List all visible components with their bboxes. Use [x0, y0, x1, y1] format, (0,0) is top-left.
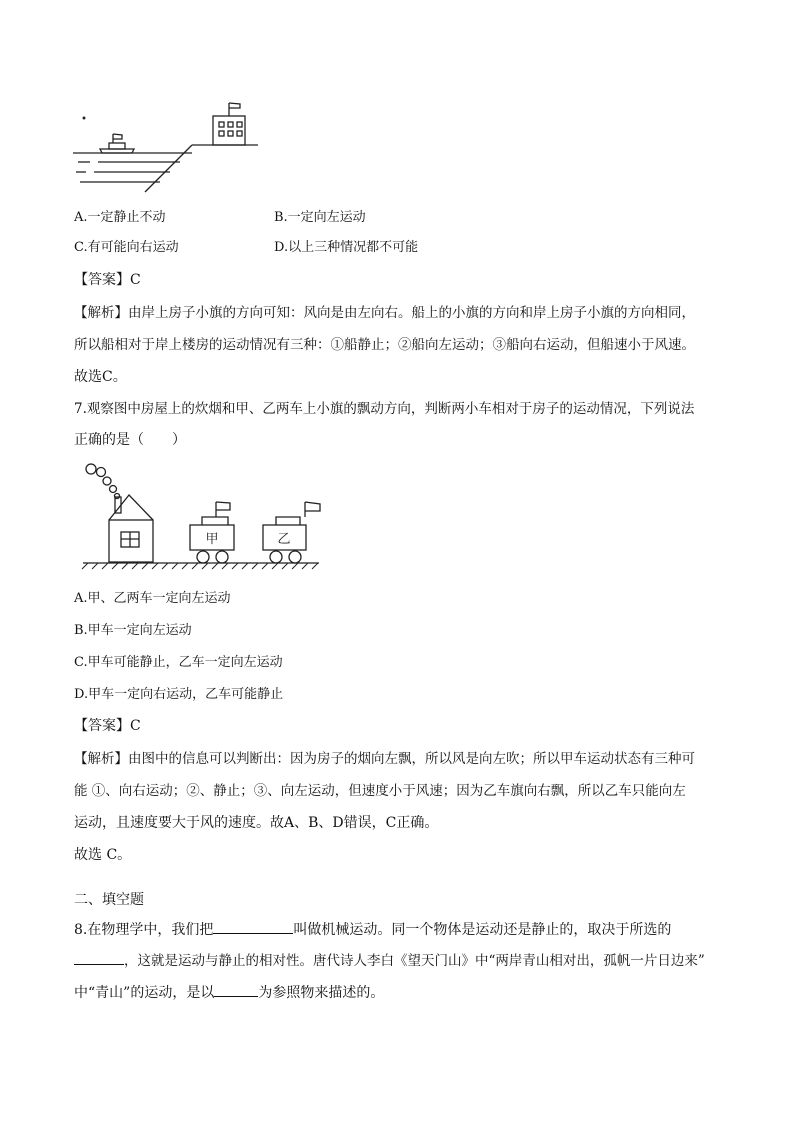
q7-analysis-line-1: 【解析】由图中的信息可以判断出：因为房子的烟向左飘，所以风是向左吹；所以甲车运动状态有三种可: [74, 751, 695, 767]
q6-option-c: C.有可能向右运动: [74, 240, 179, 255]
q6-analysis-line-2: 所以船相对于岸上楼房的运动情况有三种：①船静止；②船向左运动；③船向右运动，但船速小于风速。: [74, 337, 695, 353]
q7-stem-line-2: 正确的是（ ）: [74, 432, 186, 448]
q7-option-c: C.甲车可能静止，乙车一定向左运动: [74, 655, 283, 670]
q6-analysis-line-1: 【解析】由岸上房子小旗的方向可知：风向是由左向右。船上的小旗的方向和岸上房子小旗的方向相同，: [74, 305, 695, 321]
q8-blank-1[interactable]: [213, 919, 293, 934]
q6-option-d: D.以上三种情况都不可能: [274, 240, 419, 255]
q6-option-b: B.一定向左运动: [274, 210, 366, 225]
car-jia-label: 甲: [205, 532, 219, 547]
q8-blank-2[interactable]: [74, 950, 124, 965]
section-title: 二、填空题: [74, 892, 144, 908]
q7-option-b: B.甲车一定向左运动: [74, 623, 192, 638]
q7-answer: 【答案】C: [74, 718, 141, 734]
q6-analysis-line-3: 故选C。: [74, 369, 127, 385]
q8-line-1-end: 叫做机械运动。同一个物体是运动还是静止的，取决于所选的: [293, 922, 672, 938]
q8-line-3-end: 为参照物来描述的。: [258, 985, 385, 1001]
car-yi-label: 乙: [277, 532, 291, 547]
q7-analysis-line-3: 运动，且速度要大于风的速度。故A、B、D错误，C正确。: [74, 815, 439, 831]
q6-option-a: A.一定静止不动: [74, 210, 166, 225]
q6-answer: 【答案】C: [74, 272, 141, 288]
house-carts-figure: [76, 462, 326, 577]
q8-line-1: [74, 919, 671, 940]
q8-line-1-start: 8.在物理学中，我们把: [74, 922, 214, 938]
boat-shore-figure: [70, 100, 260, 195]
q7-option-d: D.甲车一定向右运动，乙车可能静止: [74, 687, 284, 702]
q8-line-3-start: 中“青山”的运动，是以: [74, 985, 215, 1001]
q7-analysis-line-2: 能 ①、向右运动；②、静止；③、向左运动，但速度小于风速；因为乙车旗向右飘，所以乙车只能向左: [74, 783, 686, 799]
q7-option-a: A.甲、乙两车一定向左运动: [74, 591, 231, 606]
q8-line-2: [74, 950, 705, 971]
q8-line-2-text: ，这就是运动与静止的相对性。唐代诗人李白《望天门山》中“两岸青山相对出，孤帆一片日边来”: [124, 953, 705, 969]
q8-line-3: [74, 982, 384, 1003]
q7-analysis-line-4: 故选 C。: [74, 847, 132, 863]
q8-blank-3[interactable]: [214, 982, 258, 997]
q7-stem-line-1: 7.观察图中房屋上的炊烟和甲、乙两车上小旗的飘动方向，判断两小车相对于房子的运动情况，下列说法: [74, 401, 695, 417]
